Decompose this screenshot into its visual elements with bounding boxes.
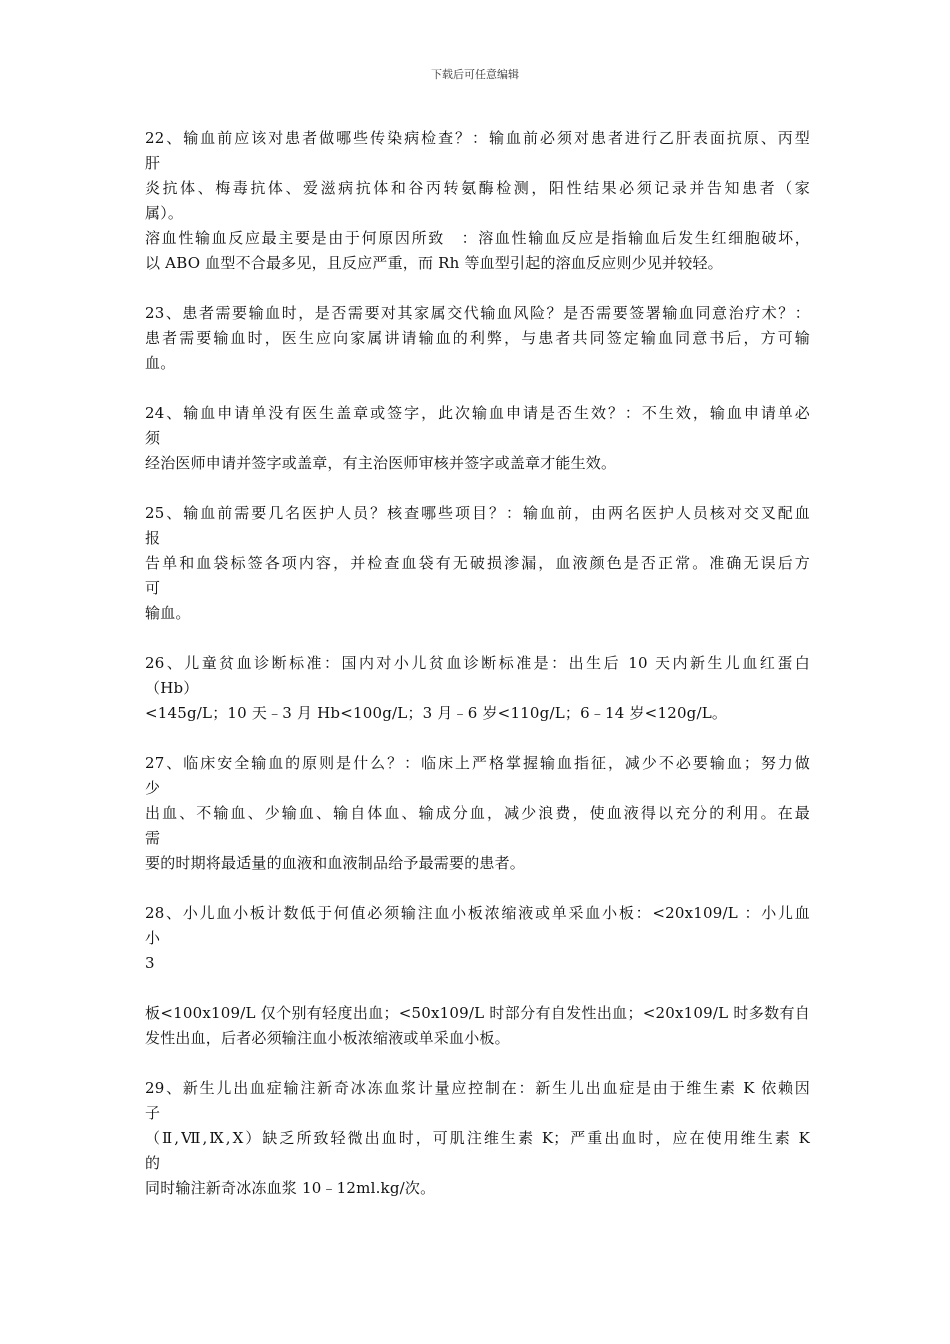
text-line: 25、输血前需要几名医护人员？核查哪些项目？：输血前，由两名医护人员核对交叉配血 bbox=[145, 504, 810, 522]
text-line: 血。 bbox=[145, 354, 176, 372]
text-line: 发性出血，后者必须输注血小板浓缩液或单采血小板。 bbox=[145, 1029, 510, 1047]
paragraph-q26 bbox=[145, 651, 810, 726]
text-line: 24、输血申请单没有医生盖章或签字，此次输血申请是否生效？：不生效，输血申请单必 bbox=[145, 404, 810, 422]
page-header: 下载后可任意编辑 bbox=[431, 68, 519, 81]
blank-line bbox=[145, 976, 810, 1001]
text-line: 22、输血前应该对患者做哪些传染病检查？：输血前必须对患者进行乙肝表面抗原、丙型 bbox=[145, 129, 810, 147]
text-line: 子 bbox=[145, 1104, 161, 1122]
text-line: 3 bbox=[145, 954, 155, 972]
text-line: 炎抗体、梅毒抗体、爱滋病抗体和谷丙转氨酶检测，阳性结果必须记录并告知患者（家 bbox=[145, 179, 810, 197]
text-line: 29、新生儿出血症输注新奇冰冻血浆计量应控制在：新生儿出血症是由于维生素 K 依赖因 bbox=[145, 1079, 810, 1097]
text-line: （Ⅱ,Ⅶ,Ⅸ,Ⅹ）缺乏所致轻微出血时，可肌注维生素 K；严重出血时，应在使用维生素 K bbox=[145, 1129, 810, 1147]
text-line: 出血、不输血、少输血、输自体血、输成分血，减少浪费，使血液得以充分的利用。在最 bbox=[145, 804, 810, 822]
document-body bbox=[145, 126, 810, 1226]
text-line: 需 bbox=[145, 829, 161, 847]
text-line: 患者需要输血时，医生应向家属讲请输血的利弊，与患者共同签定输血同意书后，方可输 bbox=[145, 329, 810, 347]
paragraph-q28 bbox=[145, 901, 810, 1051]
paragraph-q29 bbox=[145, 1076, 810, 1201]
paragraph-q25 bbox=[145, 501, 810, 626]
text-line: 告单和血袋标签各项内容，并检查血袋有无破损渗漏，血液颜色是否正常。准确无误后方 bbox=[145, 554, 810, 572]
text-line: 23、患者需要输血时，是否需要对其家属交代输血风险？是否需要签署输血同意治疗术？： bbox=[145, 304, 810, 322]
text-line: 27、临床安全输血的原则是什么？：临床上严格掌握输血指征，减少不必要输血；努力做 bbox=[145, 754, 810, 772]
text-line: 溶血性输血反应最主要是由于何原因所致 ：溶血性输血反应是指输血后发生红细胞破坏， bbox=[145, 229, 810, 247]
text-line: 要的时期将最适量的血液和血液制品给予最需要的患者。 bbox=[145, 854, 526, 872]
text-line: （Hb） bbox=[145, 679, 199, 697]
text-line: 小 bbox=[145, 929, 161, 947]
text-line: 肝 bbox=[145, 154, 161, 172]
text-line: 26、儿童贫血诊断标准：国内对小儿贫血诊断标准是：出生后 10 天内新生儿血红蛋白 bbox=[145, 654, 810, 672]
paragraph-q23 bbox=[145, 301, 810, 376]
paragraph-q27 bbox=[145, 751, 810, 876]
text-line: 板<100x109/L 仅个别有轻度出血；<50x109/L 时部分有自发性出血；<20x109/L 时多数有自 bbox=[145, 1004, 810, 1022]
text-line: 属）。 bbox=[145, 204, 184, 222]
text-line: 输血。 bbox=[145, 604, 191, 622]
paragraph-q24 bbox=[145, 401, 810, 476]
text-line: 同时输注新奇冰冻血浆 10﹣12ml.kg/次。 bbox=[145, 1179, 436, 1197]
text-line: 的 bbox=[145, 1154, 161, 1172]
text-line: 28、小儿血小板计数低于何值必须输注血小板浓缩液或单采血小板：<20x109/L ：小儿血 bbox=[145, 904, 810, 922]
text-line: 以 ABO 血型不合最多见，且反应严重，而 Rh 等血型引起的溶血反应则少见并较轻。 bbox=[145, 254, 723, 272]
text-line: 可 bbox=[145, 579, 161, 597]
text-line: 须 bbox=[145, 429, 161, 447]
text-line: 报 bbox=[145, 529, 161, 547]
text-line: 少 bbox=[145, 779, 161, 797]
text-line: 经治医师申请并签字或盖章，有主治医师审核并签字或盖章才能生效。 bbox=[145, 454, 617, 472]
paragraph-q22 bbox=[145, 126, 810, 276]
text-line: <145g/L；10 天﹣3 月 Hb<100g/L；3 月﹣6 岁<110g/L；6﹣14 岁<120g/L。 bbox=[145, 704, 728, 722]
